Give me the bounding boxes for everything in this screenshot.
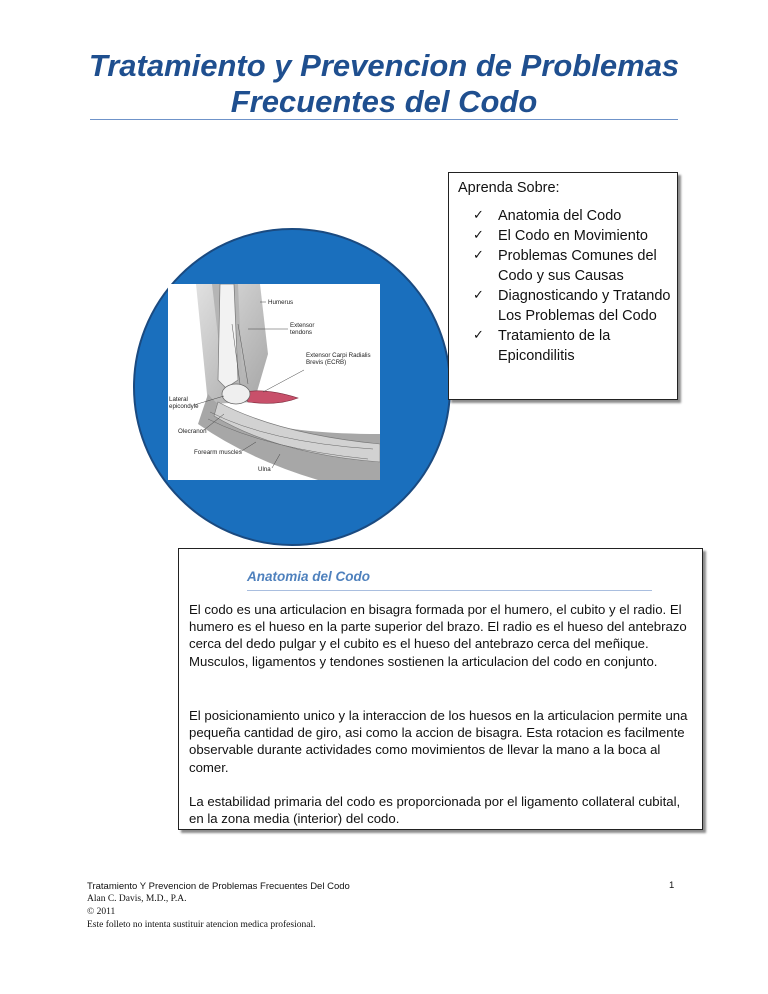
learn-list — [473, 206, 673, 366]
paragraph: La estabilidad primaria del codo es proporcionada por el ligamento collateral cubital, en la zona media (interior) del codo. — [189, 794, 681, 827]
list-item — [473, 226, 673, 246]
section-heading: Anatomia del Codo — [247, 569, 371, 584]
check-icon: ✓ — [473, 328, 484, 343]
list-item-text: Anatomia del Codo — [498, 208, 622, 224]
learn-heading: Aprenda Sobre: — [458, 180, 560, 196]
footer-author: Alan C. Davis, M.D., P.A. — [87, 894, 187, 904]
label-ulna: Ulna — [258, 466, 271, 473]
list-item — [473, 286, 673, 326]
list-item-text: Diagnosticando y Tratando Los Problemas del Codo — [498, 288, 671, 324]
paragraph: El codo es una articulacion en bisagra formada por el humero, el cubito y el radio. El humero es el hueso en la parte superior del brazo. El radio es el hueso del antebrazo cerca del dedo pulgar y el cubito es el hueso del antebrazo cerca del meñique. Musculos, ligamentos y tendones sostienen la articulacion del codo en conjunto. — [189, 602, 687, 669]
anatomy-section-box — [178, 548, 703, 830]
check-icon: ✓ — [473, 208, 484, 223]
footer-disclaimer: Este folleto no intenta sustituir atencion medica profesional. — [87, 920, 316, 930]
section-divider — [247, 590, 652, 591]
paragraph: El posicionamiento unico y la interaccion de los huesos en la articulacion permite una pequeña cantidad de giro, asi como la accion de bisagra. Esta rotacion es facilmente observable durante actividades como movimientos de llevar la mano a la boca al comer. — [189, 708, 688, 775]
learn-about-box — [448, 172, 678, 400]
list-item-text: El Codo en Movimiento — [498, 228, 648, 244]
list-item — [473, 246, 673, 286]
list-item — [473, 206, 673, 226]
footer-document-title: Tratamiento Y Prevencion de Problemas Frecuentes Del Codo — [87, 881, 350, 892]
label-humerus: Humerus — [268, 299, 294, 306]
list-item-text: Tratamiento de la Epicondilitis — [498, 328, 611, 364]
check-icon: ✓ — [473, 228, 484, 243]
footer-copyright: © 2011 — [87, 907, 116, 917]
list-item — [473, 326, 673, 366]
label-lateral-epicondyle: Lateral epicondyle — [169, 396, 199, 410]
label-extensor-tendons: Extensor tendons — [290, 322, 315, 336]
label-forearm-muscles: Forearm muscles — [194, 449, 242, 456]
check-icon: ✓ — [473, 248, 484, 263]
page-footer — [87, 880, 350, 932]
label-ecrb: Extensor Carpi Radialis Brevis (ECRB) — [306, 352, 371, 366]
elbow-anatomy-illustration — [168, 284, 380, 480]
check-icon: ✓ — [473, 288, 484, 303]
list-item-text: Problemas Comunes del Codo y sus Causas — [498, 248, 657, 284]
title-divider — [90, 119, 678, 120]
page-number: 1 — [669, 880, 675, 891]
label-olecranon: Olecranon — [178, 428, 207, 435]
page-title: Tratamiento y Prevencion de Problemas Frecuentes del Codo — [88, 48, 680, 119]
